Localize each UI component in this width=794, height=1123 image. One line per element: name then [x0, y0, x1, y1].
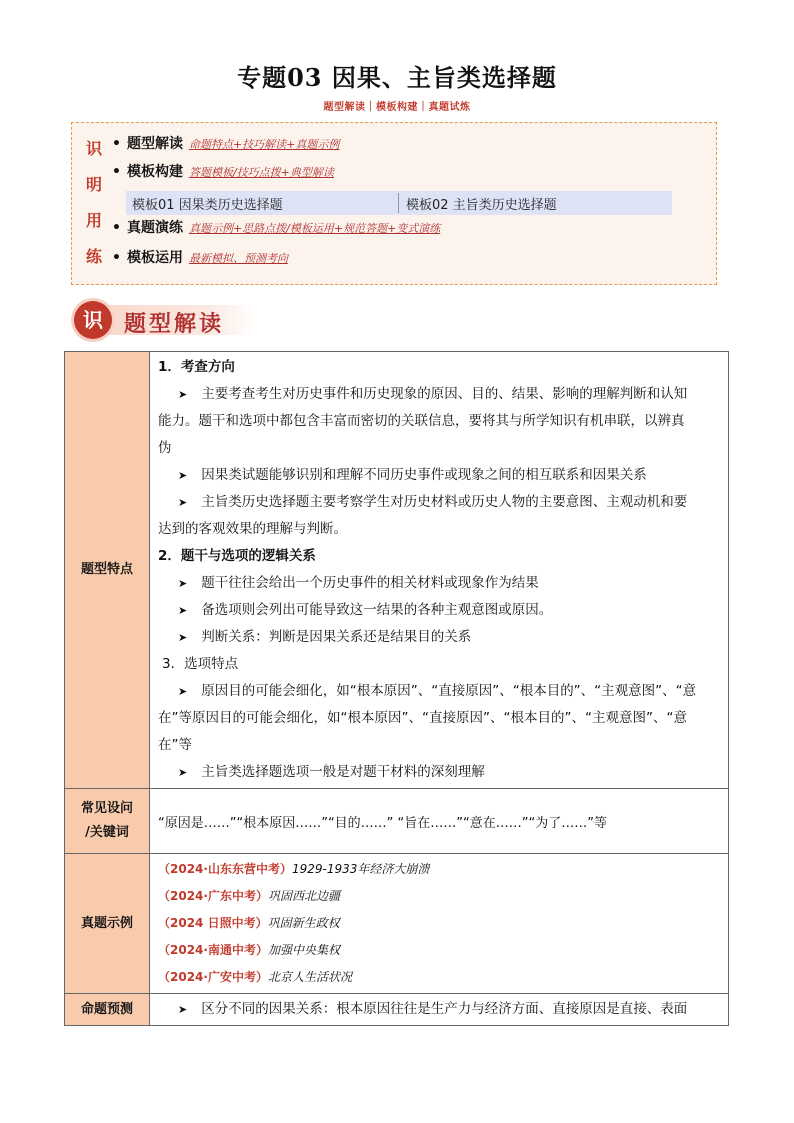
template-bar: [126, 191, 672, 215]
template-link-1[interactable]: 模板01 因果类历史选择题: [132, 198, 283, 213]
bullet-icon: •: [112, 164, 121, 180]
example-item: （2024·山东东营中考）1929-1933年经济大崩溃: [158, 862, 430, 876]
toc-item-exam-practice[interactable]: [112, 217, 440, 237]
arrow-icon: ➤: [178, 388, 188, 401]
toc-item-label: 模板运用: [126, 250, 183, 266]
toc-item-label: 题型解读: [126, 136, 183, 152]
heading-line: 2．题干与选项的逻辑关系: [158, 548, 316, 564]
arrow-icon: ➤: [178, 1003, 188, 1016]
section-header: [70, 299, 256, 341]
row-content-prediction: [150, 994, 729, 1026]
example-item: （2024 日照中考）巩固新生政权: [158, 916, 340, 930]
toc-side-char: 用: [86, 211, 103, 230]
table-row: [65, 352, 729, 789]
arrow-icon: ➤: [178, 631, 188, 644]
toc-box: [71, 122, 717, 285]
bullet-line: ➤ 备选项则会列出可能导致这一结果的各种主观意图或原因。: [178, 602, 553, 618]
template-link-2[interactable]: 模板02 主旨类历史选择题: [406, 198, 557, 213]
arrow-icon: ➤: [178, 604, 188, 617]
section-title: 题型解读: [124, 311, 225, 337]
example-item: （2024·广东中考）巩固西北边疆: [158, 889, 340, 903]
page-subtitle: 题型解读｜模板构建｜真题试炼: [323, 102, 471, 113]
toc-item-label: 真题演练: [126, 220, 183, 236]
section-badge: 识: [74, 301, 112, 339]
toc-side-char: 明: [86, 175, 103, 194]
arrow-icon: ➤: [178, 577, 188, 590]
example-item: （2024·南通中考）加强中央集权: [158, 943, 340, 957]
toc-side-char: 识: [86, 139, 103, 158]
row-label: 题型特点: [65, 352, 150, 789]
row-content-features: [150, 352, 729, 789]
text-line: 能力。题干和选项中都包含丰富而密切的关联信息，要将其与所学知识有机串联，以辨真: [158, 413, 685, 429]
bullet-line: ➤ 主要考查考生对历史事件和历史现象的原因、目的、结果、影响的理解判断和认知: [178, 386, 688, 402]
arrow-icon: ➤: [178, 469, 188, 482]
table-row: [65, 994, 729, 1026]
toc-item-template-build[interactable]: [112, 161, 334, 181]
toc-item-desc: 真题示例+思路点拨/模板运用+规范答题+变式演练: [188, 222, 441, 235]
toc-item-desc: 命题特点+技巧解读+真题示例: [188, 138, 340, 151]
row-content-keywords: “原因是……”“根本原因……”“目的……” “旨在……”“意在……”“为了……”等: [150, 789, 729, 854]
toc-item-label: 模板构建: [126, 164, 183, 180]
template-divider: [398, 193, 399, 213]
bullet-line: ➤ 主旨类历史选择题主要考察学生对历史材料或历史人物的主要意图、主观动机和要: [178, 494, 688, 510]
toc-side-label: [86, 135, 106, 279]
info-table: [64, 351, 729, 1026]
row-label: 真题示例: [65, 854, 150, 994]
toc-item-type-reading[interactable]: [112, 133, 339, 153]
heading-line: 1．考查方向: [158, 359, 235, 375]
bullet-line: ➤ 主旨类选择题选项一般是对题干材料的深刻理解: [178, 764, 485, 780]
arrow-icon: ➤: [178, 496, 188, 509]
bullet-line: ➤ 题干往往会给出一个历史事件的相关材料或现象作为结果: [178, 575, 539, 591]
table-row: [65, 789, 729, 854]
row-content-examples: [150, 854, 729, 994]
toc-side-char: 练: [86, 247, 103, 266]
row-label: 常见设问 /关键词: [65, 789, 150, 854]
text-line: 在”等: [158, 737, 192, 753]
bullet-icon: •: [112, 250, 121, 266]
bullet-line: ➤ 原因目的可能会细化，如“根本原因”、“直接原因”、“根本目的”、“主观意图”、“意: [178, 683, 697, 699]
table-row: [65, 854, 729, 994]
arrow-icon: ➤: [178, 766, 188, 779]
example-item: （2024·广安中考）北京人生活状况: [158, 970, 352, 984]
toc-item-desc: 最新模拟、预测考向: [188, 252, 288, 265]
heading-line: 3．选项特点: [162, 656, 239, 672]
text-line: 在”等原因目的可能会细化，如“根本原因”、“直接原因”、“根本目的”、“主观意图”、“意: [158, 710, 687, 726]
bullet-line: ➤ 区分不同的因果关系：根本原因往往是生产力与经济方面、直接原因是直接、表面: [178, 1001, 688, 1017]
bullet-icon: •: [112, 220, 121, 236]
bullet-line: ➤ 因果类试题能够识别和理解不同历史事件或现象之间的相互联系和因果关系: [178, 467, 647, 483]
toc-item-desc: 答题模板/技巧点拨+典型解读: [188, 166, 334, 179]
text-line: 达到的客观效果的理解与判断。: [158, 521, 347, 537]
bullet-line: ➤ 判断关系：判断是因果关系还是结果目的关系: [178, 629, 472, 645]
row-label: 命题预测: [65, 994, 150, 1026]
toc-item-template-use[interactable]: [112, 247, 288, 267]
text-line: 伪: [158, 440, 172, 456]
arrow-icon: ➤: [178, 685, 188, 698]
page-title: 专题03 因果、主旨类选择题: [237, 63, 557, 92]
bullet-icon: •: [112, 136, 121, 152]
